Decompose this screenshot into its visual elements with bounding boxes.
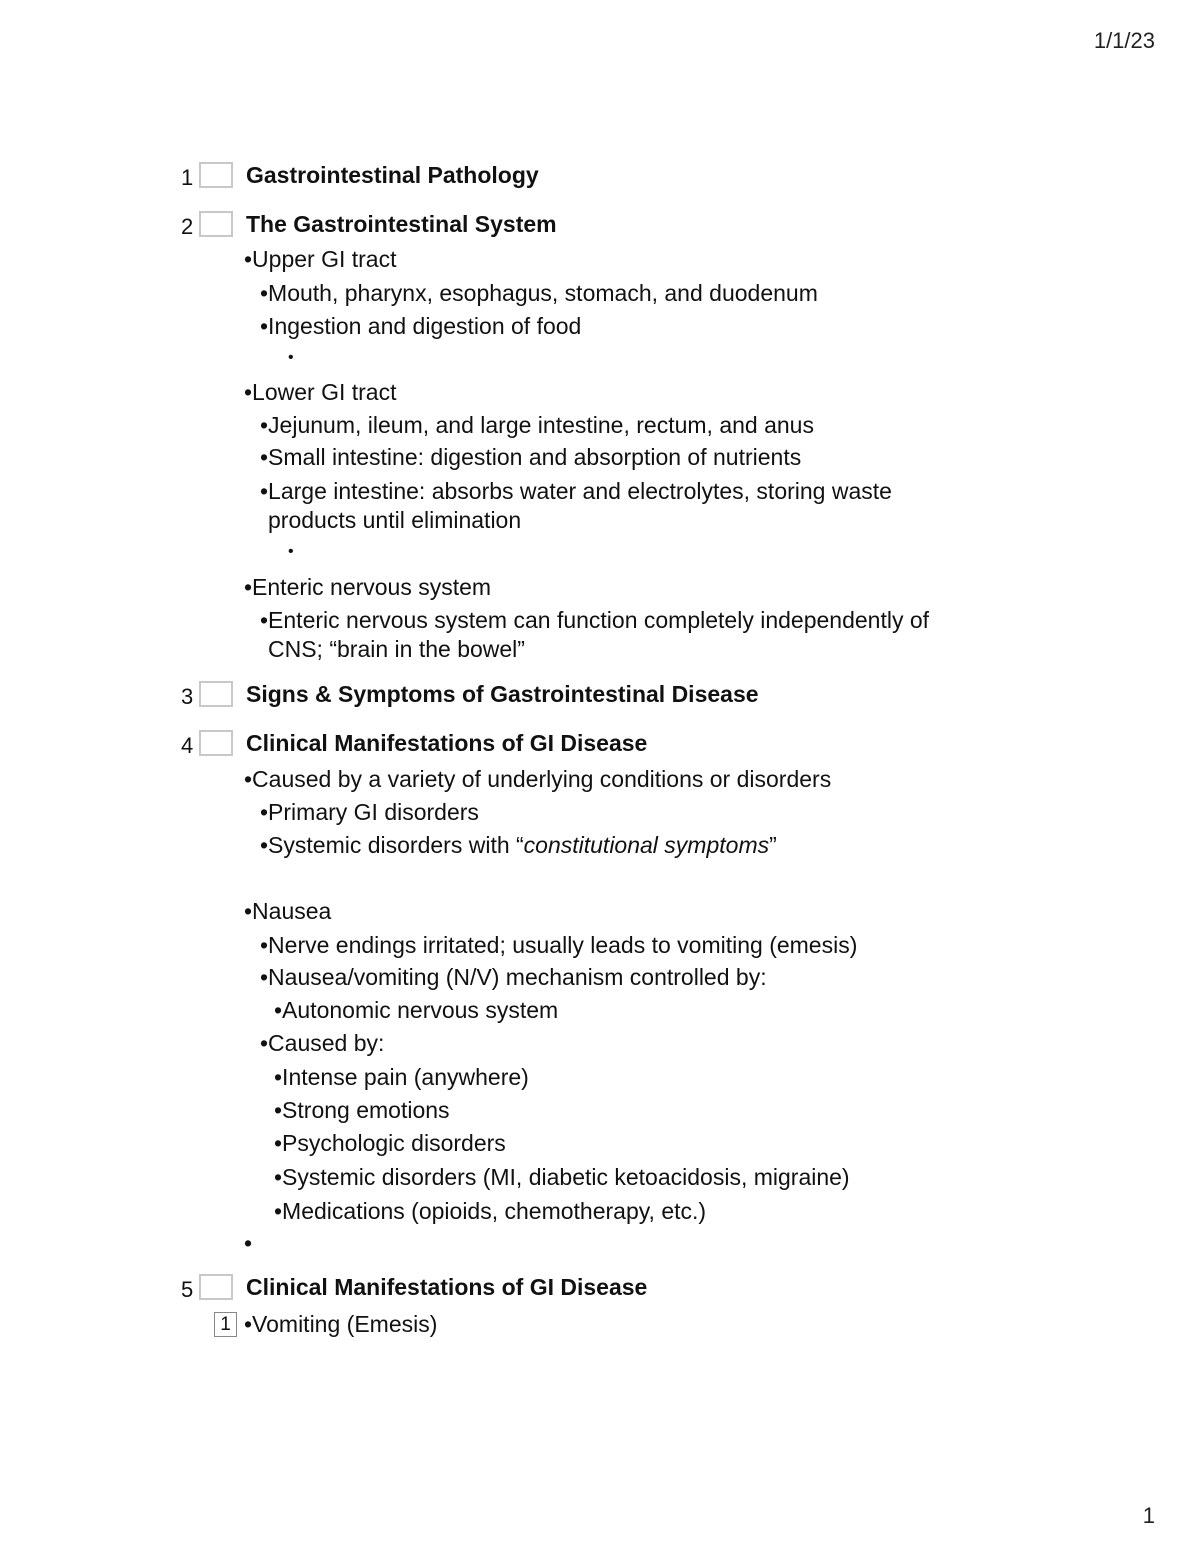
slide-title: Clinical Manifestations of GI Disease bbox=[246, 730, 648, 756]
bullet-line: •Mouth, pharynx, esophagus, stomach, and duodenum bbox=[260, 280, 818, 306]
slide-thumbnail[interactable] bbox=[199, 1274, 233, 1300]
sub-slide-number-box: 1 bbox=[214, 1312, 237, 1337]
bullet-line: •Large intestine: absorbs water and electrolytes, storing waste bbox=[260, 478, 892, 504]
bullet-line: •Vomiting (Emesis) bbox=[244, 1311, 438, 1337]
slide-thumbnail[interactable] bbox=[199, 162, 233, 188]
bullet-line: •Intense pain (anywhere) bbox=[274, 1064, 529, 1090]
bullet-line bbox=[260, 830, 777, 860]
slide-thumbnail[interactable] bbox=[199, 211, 233, 237]
bullet-line: •Caused by: bbox=[260, 1030, 385, 1056]
bullet-line: • bbox=[288, 543, 294, 560]
bullet-line: •Ingestion and digestion of food bbox=[260, 313, 582, 339]
bullet-line: • bbox=[244, 1230, 253, 1256]
bullet-line: •Primary GI disorders bbox=[260, 799, 479, 825]
slide-thumbnail[interactable] bbox=[199, 730, 233, 756]
bullet-line: •Enteric nervous system can function completely independently of bbox=[260, 607, 930, 633]
bullet-line-continued: CNS; “brain in the bowel” bbox=[268, 636, 525, 662]
bullet-line: •Caused by a variety of underlying conditions or disorders bbox=[244, 766, 832, 792]
slide-number: 2 bbox=[181, 214, 194, 239]
emphasis-text: constitutional symptoms bbox=[523, 832, 770, 858]
bullet-line: •Jejunum, ileum, and large intestine, rectum, and anus bbox=[260, 412, 814, 438]
bullet-line: • bbox=[288, 349, 294, 366]
slide-title: The Gastrointestinal System bbox=[246, 211, 557, 237]
page-date: 1/1/23 bbox=[1093, 28, 1155, 53]
slide-number: 4 bbox=[181, 733, 194, 758]
slide-number: 5 bbox=[181, 1277, 194, 1302]
bullet-line: •Nausea bbox=[244, 898, 332, 924]
bullet-line: •Strong emotions bbox=[274, 1097, 450, 1123]
slide-number: 1 bbox=[181, 165, 194, 190]
page-number: 1 bbox=[1142, 1503, 1155, 1528]
text-segment: •Systemic disorders with “ bbox=[260, 832, 524, 858]
slide-title: Gastrointestinal Pathology bbox=[246, 162, 539, 188]
bullet-line: •Lower GI tract bbox=[244, 379, 397, 405]
bullet-line: •Enteric nervous system bbox=[244, 574, 492, 600]
slide-thumbnail[interactable] bbox=[199, 681, 233, 707]
bullet-line: •Nerve endings irritated; usually leads to vomiting (emesis) bbox=[260, 932, 858, 958]
text-segment: ” bbox=[769, 832, 777, 858]
bullet-line: •Small intestine: digestion and absorption of nutrients bbox=[260, 444, 802, 470]
bullet-line: •Medications (opioids, chemotherapy, etc.) bbox=[274, 1198, 707, 1224]
bullet-line: •Autonomic nervous system bbox=[274, 997, 559, 1023]
bullet-line: •Systemic disorders (MI, diabetic ketoacidosis, migraine) bbox=[274, 1164, 850, 1190]
bullet-line: •Nausea/vomiting (N/V) mechanism controlled by: bbox=[260, 964, 767, 990]
slide-title: Signs & Symptoms of Gastrointestinal Disease bbox=[246, 681, 759, 707]
slide-number: 3 bbox=[181, 684, 194, 709]
bullet-line-continued: products until elimination bbox=[268, 507, 522, 533]
bullet-line: •Upper GI tract bbox=[244, 246, 397, 272]
slide-title: Clinical Manifestations of GI Disease bbox=[246, 1274, 648, 1300]
bullet-line: •Psychologic disorders bbox=[274, 1130, 506, 1156]
